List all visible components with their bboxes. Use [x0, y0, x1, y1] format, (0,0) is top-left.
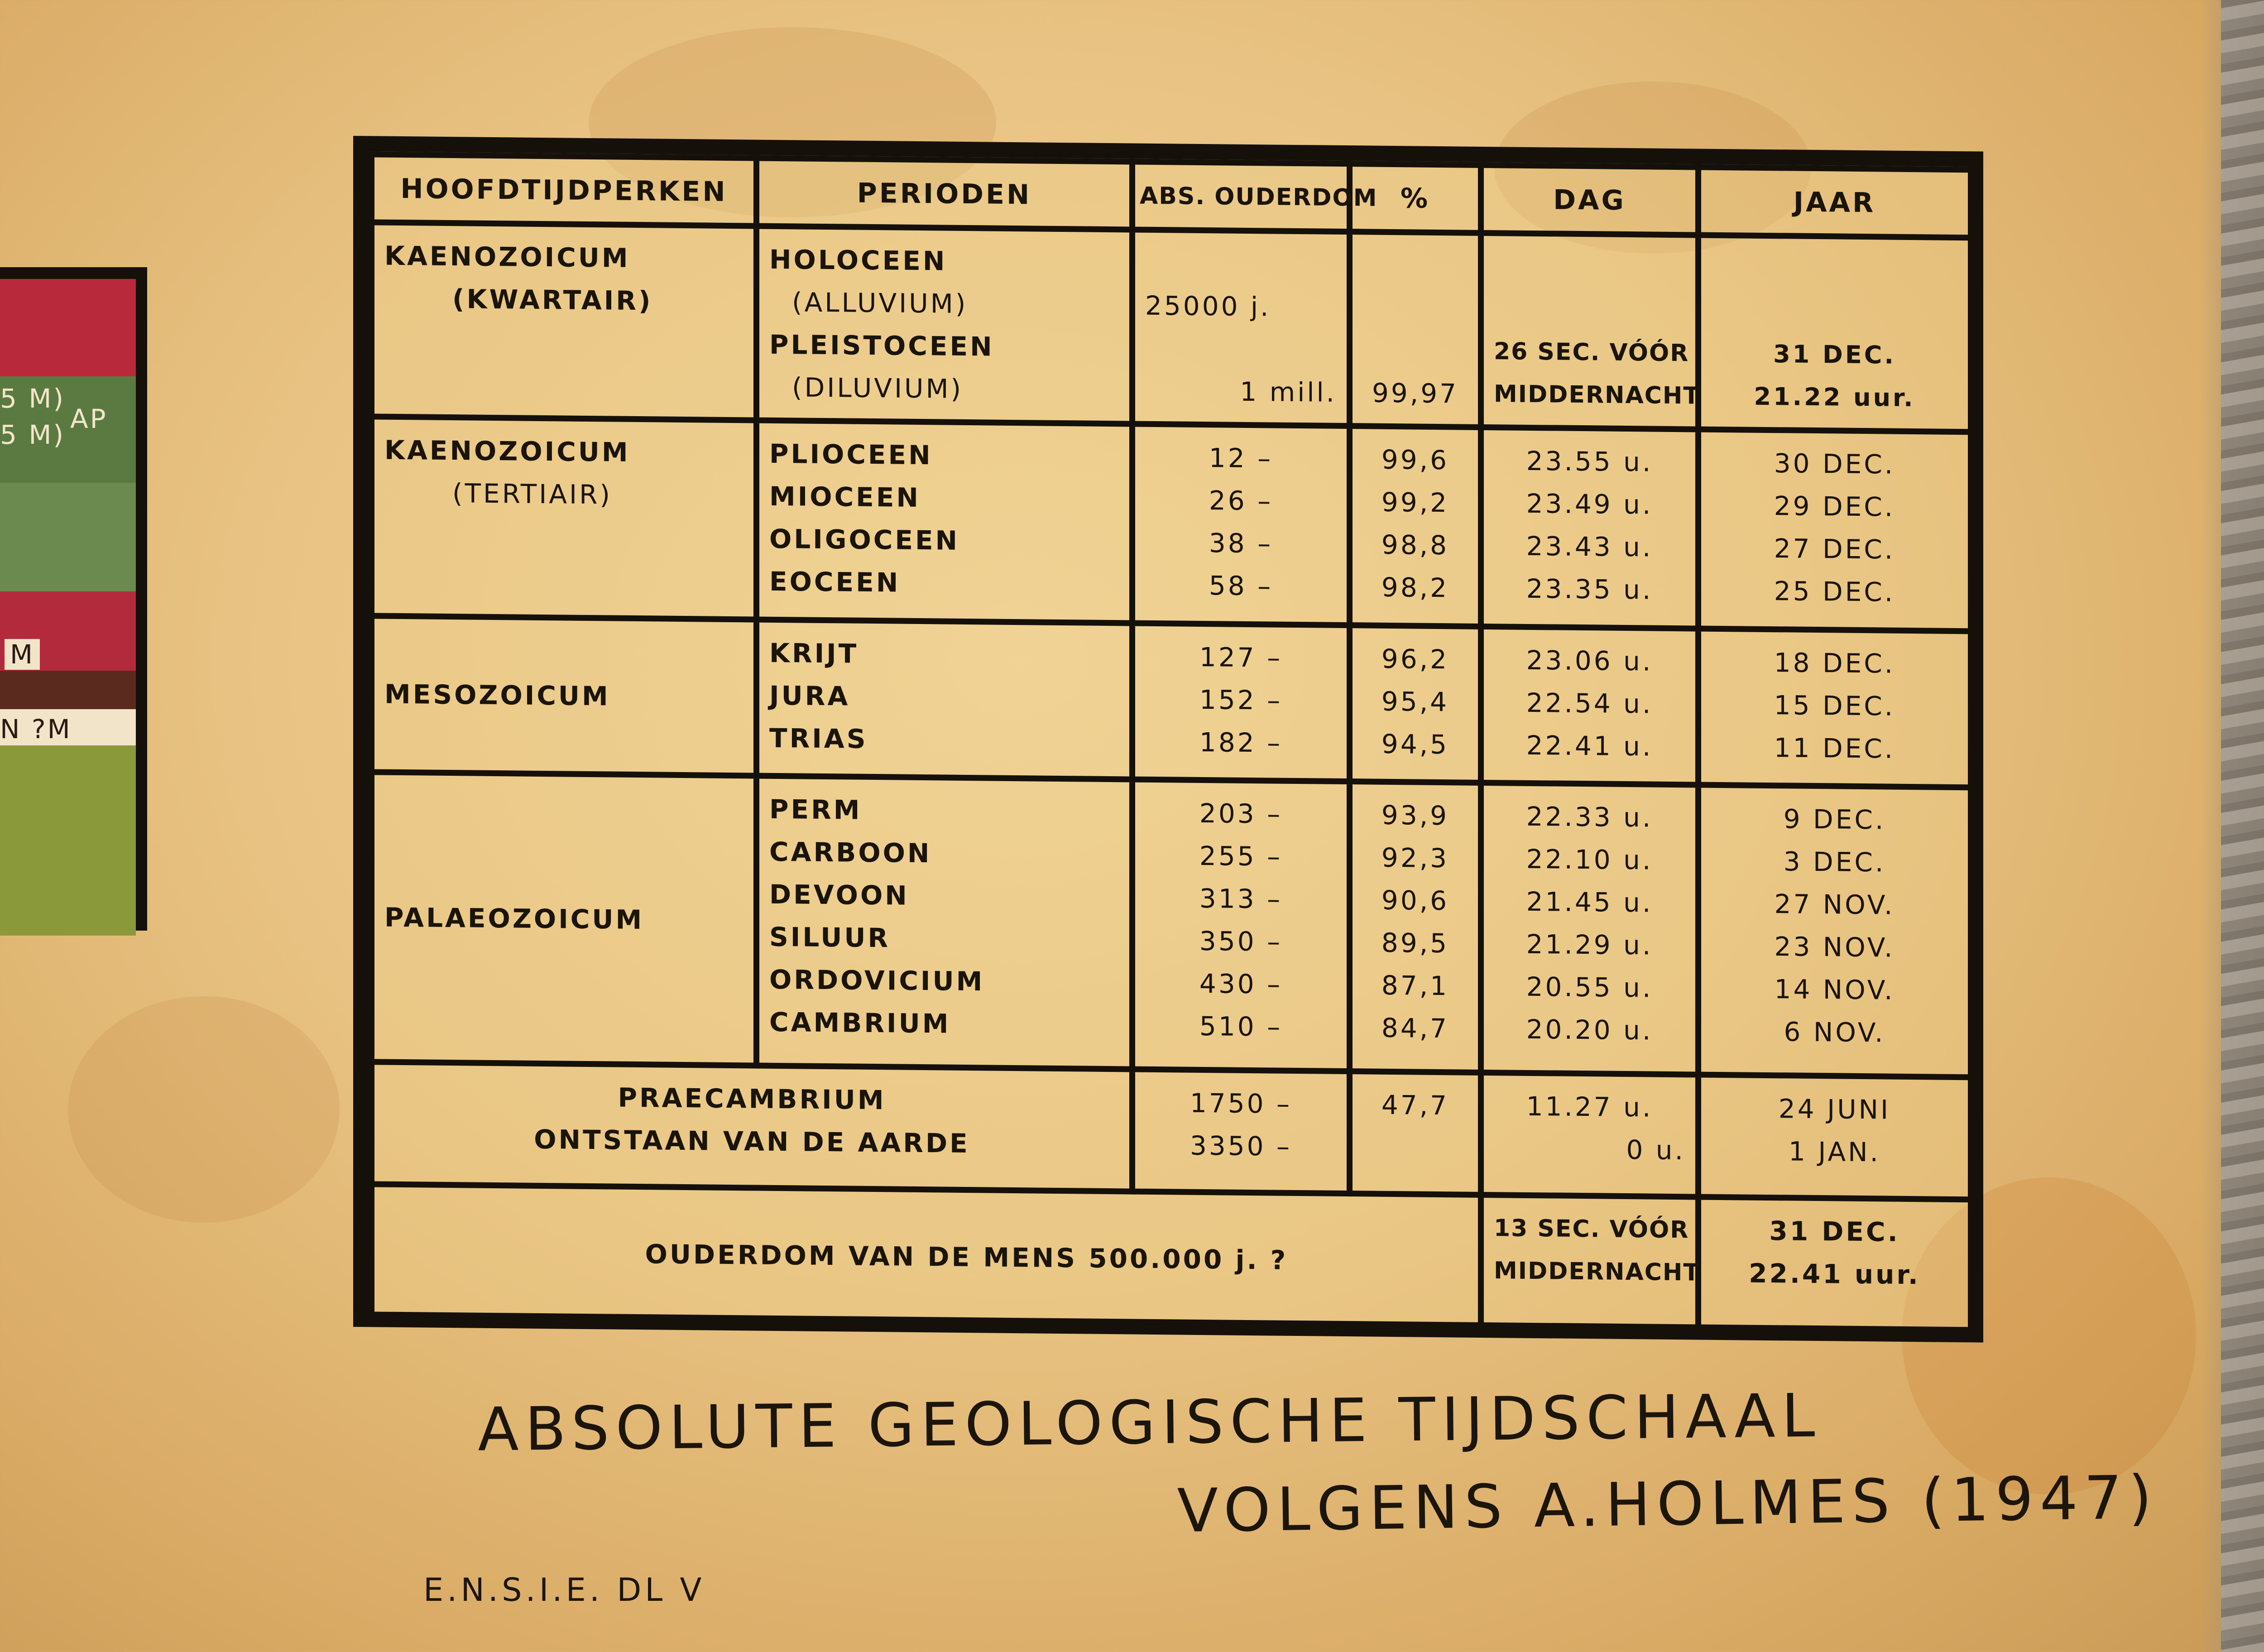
year-cell — [1698, 429, 1971, 631]
table-row-tertiair — [372, 417, 1971, 631]
year-cell — [1698, 629, 1971, 788]
day-cell — [1481, 427, 1698, 629]
day-value: 22.41 u. — [1526, 730, 1653, 762]
period-name: PLEISTOCEEN — [769, 329, 994, 362]
age-value: 203 – — [1199, 797, 1283, 830]
period-name: TRIAS — [769, 722, 868, 754]
day-cell — [1481, 1195, 1698, 1331]
periods-cell — [757, 226, 1132, 424]
age-value: 1750 – — [1190, 1087, 1292, 1119]
pct-value: 96,2 — [1381, 643, 1449, 675]
period-name: PERM — [769, 793, 862, 826]
pct-value: 94,5 — [1381, 728, 1449, 760]
side-stripe — [0, 279, 136, 376]
header-percent: % — [1350, 164, 1481, 233]
age-value: 313 – — [1199, 883, 1283, 915]
day-cell — [1481, 783, 1698, 1075]
period-name: EOCEEN — [769, 566, 901, 598]
pct-value: 90,6 — [1381, 884, 1449, 917]
day-value: MIDDERNACHT — [1494, 1257, 1700, 1287]
year-value — [1711, 247, 1958, 292]
period-name: CARBOON — [769, 836, 932, 869]
pct-value: 95,4 — [1381, 686, 1449, 718]
day-value: 22.10 u. — [1526, 843, 1653, 876]
era-name: MESOZOICUM — [384, 678, 610, 712]
pct-value: 92,3 — [1381, 842, 1449, 874]
era-name: KAENOZOICUM — [384, 240, 630, 274]
header-dag: DAG — [1481, 165, 1698, 235]
pct-value: 84,7 — [1381, 1012, 1449, 1044]
era-cell — [372, 616, 757, 776]
pct-value: 99,2 — [1381, 486, 1449, 519]
age-value: 182 – — [1199, 726, 1283, 759]
side-label: M — [5, 639, 40, 670]
pct-value: 99,97 — [1372, 377, 1459, 409]
pct-value: 93,9 — [1381, 799, 1449, 831]
day-value — [1494, 288, 1685, 332]
age-value: 430 – — [1199, 968, 1283, 1000]
year-value — [1711, 290, 1958, 335]
age-cell — [1132, 424, 1350, 625]
year-value: 21.22 uur. — [1754, 382, 1915, 413]
age-value: 3350 – — [1190, 1130, 1292, 1162]
pct-value: 47,7 — [1381, 1089, 1449, 1121]
pct-cell — [1350, 1071, 1481, 1195]
year-value: 3 DEC. — [1783, 846, 1886, 878]
year-value: 9 DEC. — [1783, 803, 1886, 836]
side-stripe — [0, 483, 136, 591]
year-value: 27 NOV. — [1774, 888, 1895, 921]
side-panel — [0, 267, 147, 931]
age-value — [1145, 242, 1337, 286]
day-value: 0 u. — [1626, 1134, 1685, 1166]
pct-cell — [1350, 232, 1481, 427]
table-row-palaeozoicum — [372, 772, 1971, 1077]
year-value: 24 JUNI — [1778, 1093, 1891, 1125]
era-cell — [372, 772, 757, 1066]
period-name: ORDOVICIUM — [769, 964, 985, 997]
pct-value — [1362, 286, 1468, 330]
day-value: 23.43 u. — [1526, 530, 1653, 563]
year-cell — [1698, 1197, 1971, 1334]
year-value: 1 JAN. — [1789, 1136, 1880, 1168]
period-name: OLIGOCEEN — [769, 523, 960, 556]
age-cell — [1132, 1069, 1350, 1194]
periods-cell — [757, 420, 1132, 623]
table-row-praecambrium — [372, 1062, 1971, 1200]
period-name: HOLOCEEN — [769, 244, 947, 277]
day-cell — [1481, 1072, 1698, 1197]
header-hoofdtijdperken: HOOFDTIJDPERKEN — [372, 154, 757, 226]
side-stripe — [0, 745, 136, 936]
day-value: 26 SEC. VÓÓR — [1494, 338, 1689, 367]
age-value: 510 – — [1199, 1010, 1283, 1042]
year-cell — [1698, 235, 1971, 432]
side-label: 5 M) — [0, 419, 66, 450]
age-value: 58 – — [1209, 570, 1273, 602]
pre-label: PRAECAMBRIUM — [618, 1082, 886, 1116]
pct-value: 99,6 — [1381, 444, 1449, 476]
age-value: 152 – — [1199, 684, 1283, 716]
pct-value — [1362, 329, 1468, 372]
period-name: CAMBRIUM — [769, 1006, 951, 1039]
day-value: 23.35 u. — [1526, 573, 1653, 605]
periods-cell — [757, 776, 1132, 1069]
year-value: 31 DEC. — [1769, 1215, 1900, 1248]
age-value: 25000 j. — [1145, 290, 1271, 322]
period-name: KRIJT — [769, 637, 859, 669]
year-value: 29 DEC. — [1774, 490, 1895, 523]
wall-stain — [68, 996, 340, 1223]
year-value: 15 DEC. — [1774, 690, 1895, 722]
year-value: 23 NOV. — [1774, 931, 1895, 963]
table-row-mens — [372, 1184, 1971, 1334]
day-value: 20.20 u. — [1526, 1013, 1653, 1046]
period-name: PLIOCEEN — [769, 438, 933, 471]
header-perioden: PERIODEN — [757, 158, 1132, 230]
year-value: 6 NOV. — [1784, 1016, 1885, 1048]
age-value — [1145, 327, 1337, 371]
human-label-cell — [372, 1184, 1481, 1330]
period-name: (ALLUVIUM) — [792, 287, 968, 320]
pct-value — [1362, 1126, 1468, 1169]
header-abs-ouderdom: ABS. OUDERDOM — [1132, 162, 1350, 232]
period-name: MIOCEEN — [769, 480, 921, 514]
pct-cell — [1350, 426, 1481, 627]
year-value: 27 DEC. — [1774, 533, 1895, 565]
pct-value: 87,1 — [1381, 970, 1449, 1002]
day-value — [1494, 245, 1685, 289]
age-cell — [1132, 779, 1350, 1071]
day-value: 21.29 u. — [1526, 928, 1653, 961]
period-name: DEVOON — [769, 879, 909, 911]
period-name: (DILUVIUM) — [792, 372, 964, 404]
side-label: N ?M — [0, 714, 72, 744]
side-label: 5 M) — [0, 383, 66, 414]
year-value: 25 DEC. — [1774, 576, 1895, 608]
era-cell — [372, 222, 757, 420]
day-value: 22.33 u. — [1526, 801, 1653, 833]
age-value: 1 mill. — [1240, 376, 1337, 408]
age-cell — [1132, 230, 1350, 426]
era-cell — [372, 417, 757, 620]
day-value: 23.06 u. — [1526, 644, 1653, 677]
period-name: JURA — [769, 680, 850, 712]
table-row-mesozoicum — [372, 616, 1971, 788]
caption-title: ABSOLUTE GEOLOGISCHE TIJDSCHAAL — [477, 1381, 1822, 1465]
pct-value: 98,2 — [1381, 571, 1449, 604]
year-value: 18 DEC. — [1774, 647, 1895, 679]
pct-value: 89,5 — [1381, 927, 1449, 959]
era-sub: (KWARTAIR) — [452, 283, 653, 317]
table-row-kwartair — [372, 222, 1971, 432]
human-label: OUDERDOM VAN DE MENS 500.000 j. ? — [645, 1239, 1288, 1276]
day-value: 13 SEC. VÓÓR — [1494, 1215, 1689, 1244]
caption-subtitle: VOLGENS A.HOLMES (1947) — [1177, 1462, 2159, 1546]
age-value: 12 – — [1209, 442, 1273, 474]
day-value: 23.49 u. — [1526, 488, 1653, 520]
era-sub: (TERTIAIR) — [452, 478, 613, 510]
pct-value: 98,8 — [1381, 529, 1449, 561]
year-cell — [1698, 785, 1971, 1077]
geologic-time-table — [353, 136, 1983, 1343]
day-value: MIDDERNACHT — [1494, 380, 1700, 410]
day-value: 23.55 u. — [1526, 445, 1653, 478]
day-value: 11.27 u. — [1526, 1090, 1653, 1123]
age-cell — [1132, 623, 1350, 782]
age-value: 127 – — [1199, 641, 1283, 673]
day-value: 20.55 u. — [1526, 971, 1653, 1004]
header-jaar: JAAR — [1698, 167, 1971, 238]
year-value: 22.41 uur. — [1749, 1258, 1920, 1291]
year-value: 31 DEC. — [1773, 340, 1896, 370]
period-name: SILUUR — [769, 921, 891, 954]
pre-label-cell — [372, 1062, 1132, 1191]
year-value: 11 DEC. — [1774, 732, 1895, 764]
age-value: 255 – — [1199, 840, 1283, 872]
periods-cell — [757, 620, 1132, 779]
day-cell — [1481, 626, 1698, 785]
year-value: 30 DEC. — [1774, 448, 1895, 480]
side-stripe — [0, 671, 136, 709]
source-note: E.N.S.I.E. DL V — [423, 1571, 705, 1609]
pct-value — [1362, 244, 1468, 287]
age-value: 350 – — [1199, 925, 1283, 957]
day-value: 22.54 u. — [1526, 687, 1653, 720]
age-value: 38 – — [1209, 528, 1273, 559]
day-value: 21.45 u. — [1526, 886, 1653, 918]
pct-cell — [1350, 625, 1481, 783]
age-value: 26 – — [1209, 485, 1273, 517]
pct-cell — [1350, 782, 1481, 1073]
year-cell — [1698, 1075, 1971, 1200]
side-label: AP — [70, 403, 108, 434]
day-cell — [1481, 233, 1698, 429]
rock-wall — [2221, 0, 2264, 1652]
year-value: 14 NOV. — [1774, 974, 1895, 1006]
era-name: KAENOZOICUM — [384, 434, 630, 468]
pre-label: ONTSTAAN VAN DE AARDE — [534, 1124, 970, 1159]
era-name: PALAEOZOICUM — [384, 902, 644, 935]
